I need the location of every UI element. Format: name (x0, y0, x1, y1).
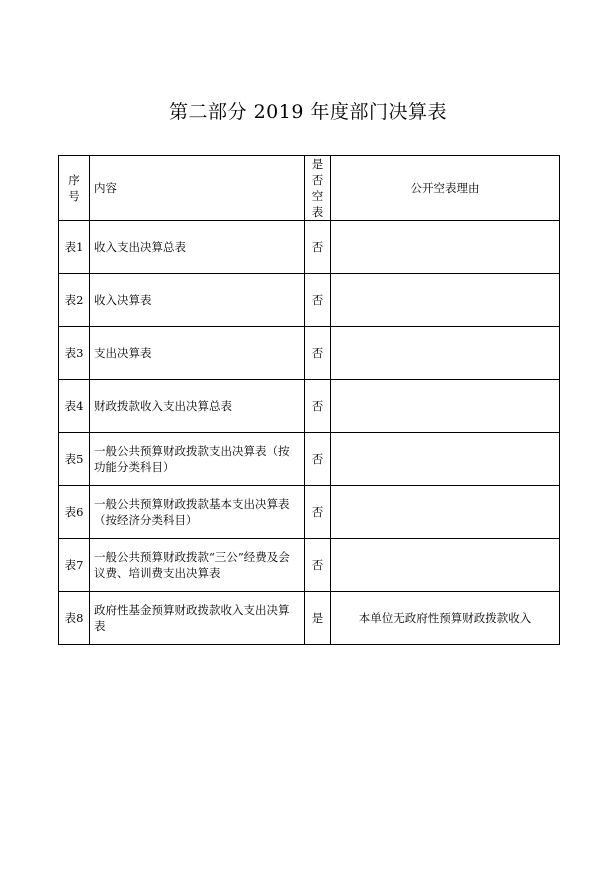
row-no: 表2 (59, 274, 90, 327)
table-row (59, 592, 560, 645)
row-is-empty: 否 (305, 221, 331, 274)
table-row (59, 486, 560, 539)
table-header-row (59, 156, 560, 221)
row-is-empty: 否 (305, 327, 331, 380)
row-no: 表3 (59, 327, 90, 380)
row-is-empty: 否 (305, 274, 331, 327)
row-no: 表6 (59, 486, 90, 539)
row-is-empty: 否 (305, 433, 331, 486)
row-reason (331, 433, 560, 486)
row-is-empty: 否 (305, 380, 331, 433)
header-content: 内容 (90, 156, 305, 221)
row-is-empty: 是 (305, 592, 331, 645)
row-reason (331, 380, 560, 433)
table-row (59, 221, 560, 274)
row-no: 表7 (59, 539, 90, 592)
header-reason: 公开空表理由 (331, 156, 560, 221)
table-row (59, 539, 560, 592)
table-row (59, 380, 560, 433)
table-row (59, 274, 560, 327)
row-no: 表5 (59, 433, 90, 486)
row-is-empty: 否 (305, 539, 331, 592)
row-content: 收入支出决算总表 (90, 221, 305, 274)
row-content: 财政拨款收入支出决算总表 (90, 380, 305, 433)
header-is-empty: 是否空表 (305, 156, 331, 221)
row-reason: 本单位无政府性预算财政拨款收入 (331, 592, 560, 645)
row-is-empty: 否 (305, 486, 331, 539)
row-reason (331, 274, 560, 327)
row-content: 一般公共预算财政拨款支出决算表（按功能分类科目） (90, 433, 305, 486)
row-reason (331, 486, 560, 539)
row-content: 支出决算表 (90, 327, 305, 380)
row-content: 政府性基金预算财政拨款收入支出决算表 (90, 592, 305, 645)
row-content: 一般公共预算财政拨款“三公”经费及会议费、培训费支出决算表 (90, 539, 305, 592)
row-reason (331, 221, 560, 274)
page-title: 第二部分 2019 年度部门决算表 (169, 101, 447, 123)
row-content: 收入决算表 (90, 274, 305, 327)
row-content: 一般公共预算财政拨款基本支出决算表（按经济分类科目） (90, 486, 305, 539)
final-accounts-table (58, 155, 560, 645)
row-no: 表1 (59, 221, 90, 274)
table-row (59, 327, 560, 380)
row-reason (331, 539, 560, 592)
header-no: 序号 (59, 156, 90, 221)
row-no: 表8 (59, 592, 90, 645)
table-row (59, 433, 560, 486)
row-reason (331, 327, 560, 380)
row-no: 表4 (59, 380, 90, 433)
